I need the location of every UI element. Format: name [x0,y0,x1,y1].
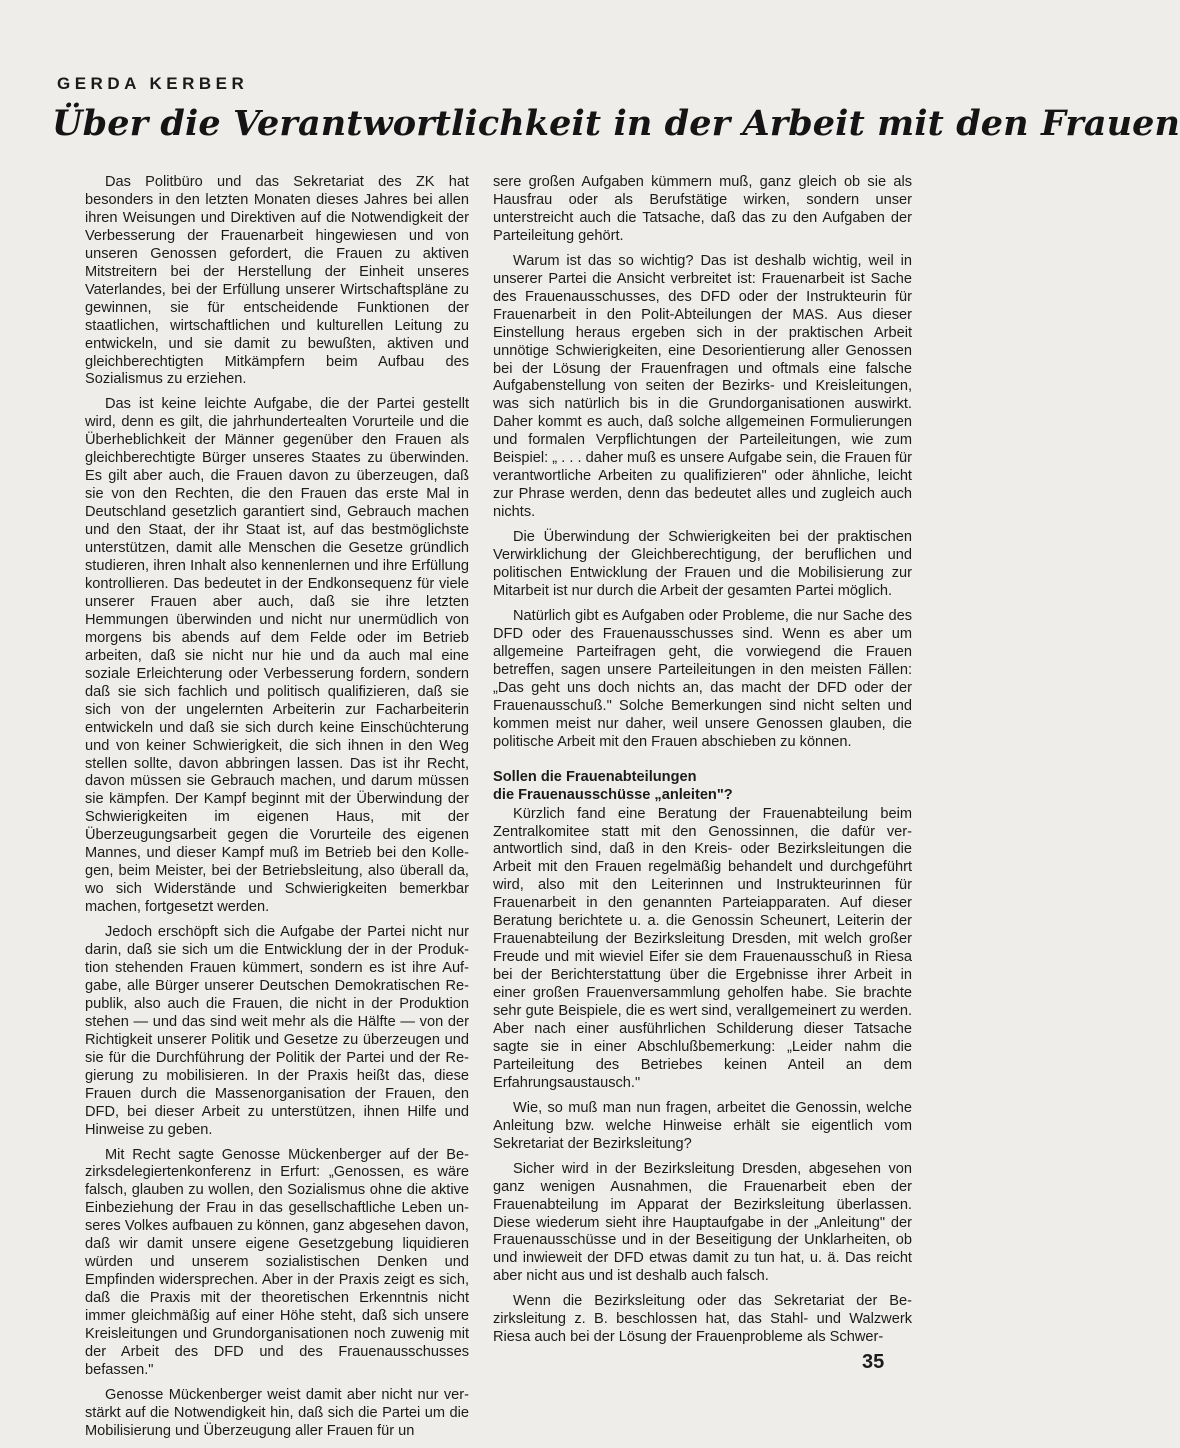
right-column [493,174,912,1354]
paragraph: Wenn die Bezirksleitung oder das Sekretariat der Bezirksleitung z. B. beschlossen hat, das Stahl- und Walzwerk Riesa auch bei der Lösung der Frauenprobleme als Schwer- [493,1293,912,1346]
paragraph: Wie, so muß man nun fragen, arbeitet die Genossin, welche Anleitung bzw. welche Hinweise erhält sie eigentlich vom Sekretariat der Bezirksleitung? [493,1099,912,1152]
article-title: Über die Verantwortlichkeit in der Arbeit mit den Frauen [52,103,1180,144]
paragraph: Natürlich gibt es Aufgaben oder Probleme, die nur Sache des DFD oder des Frauenausschusses sind. Wenn es aber um allgemeine Parteifragen geht, die vorwiegend die Frauen betreffen, sagen unsere Parteileitungen in den meisten Fällen: „Das geht uns doch nichts an, das macht der DFD oder der Frauenausschuß." Solche Bemerkungen sind nicht selten und kommen meist nur daher, weil unsere Genossen glauben, die politische Arbeit mit den Frauen abschieben zu können. [493,607,912,750]
paragraph: Kürzlich fand eine Beratung der Frauenabteilung beim Zentralkomitee statt mit den Genossinnen, die dafür verantwortlich sind, daß in den Kreis- oder Bezirksleitungen die Arbeit mit den Frauen regelmäßig behandelt und durchgeführt wird, also mit den Leiterinnen und Instrukteurinnen für Frauenarbeit in den genannten Parteiapparaten. Auf dieser Beratung berichtete u. a. die Genossin Scheunert, Leiterin der Frauenabteilung der Bezirksleitung Dresden, mit welch großer Freude und mit wieviel Eifer sie dem Frauenausschuß in Riesa bei der Berichterstattung über die Ergebnisse ihrer Arbeit in einer großen Frauenversammlung geholfen habe. Sie brachte sehr gute Beispiele, die es wert sind, verallgemeinert zu werden. Aber nach einer ausführlichen Schilderung dieser Tatsache sagte sie in einer Abschlußbemerkung: „Leider nahm die Parteileitung des Betriebes keinen Anteil an dem Erfahrungsaustausch." [493,805,912,1091]
paragraph: Die Überwindung der Schwierigkeiten bei der praktischen Verwirklichung der Gleichberechtigung, der beruflichen und politischen Entwicklung der Frauen und die Mobilisierung zur Mitarbeit ist nur durch die Arbeit der gesamten Partei möglich. [493,529,912,599]
author-name: GERDA KERBER [57,74,249,93]
section-heading-line: die Frauenausschüsse „anleiten"? [493,786,733,803]
paragraph: Sicher wird in der Bezirksleitung Dresden, abgesehen von ganz wenigen Ausnahmen, die Frauenarbeit eben der Frauenabteilung im Apparat der Bezirksleitung überlassen. Diese wiederum sieht ihre Hauptaufgabe in der „Anleitung" der Frauenausschüsse und in der Beseitigung der Unklarheiten, ob und inwieweit der DFD etwas damit zu tun hat, u. ä. Das reicht aber nicht aus und ist deshalb auch falsch. [493,1160,912,1285]
paragraph: Das ist keine leichte Aufgabe, die der Partei gestellt wird, denn es gilt, die jahrhundertealten Vorurteile und die Überheblichkeit der Männer gegenüber den Frauen als gleichberechtigte Bürger unseres Staates zu überwinden. Es gilt aber auch, die Frauen davon zu überzeugen, daß sie von den Rechten, die den Frauen das erste Mal in Deutschland gesetzlich garantiert sind, Gebrauch machen und den Staat, der ihr Staat ist, auf das bestmöglichste unterstützen, damit alle Menschen die Gesetze gründlich studieren, ihren Inhalt also kennenlernen und ihre Erfüllung kontrollieren. Das bedeutet in der Endkonsequenz für viele unserer Frauen aber auch, daß sie ihre letzten Hemmungen überwinden und nicht nur unermüdlich von morgens bis abends auf dem Felde oder im Betrieb arbeiten, daß sie nicht nur hie und da auch mal eine soziale Erleichterung oder Verbesserung fordern, sondern daß sie sich fachlich und politisch qualifizieren, daß sie sich von der ungelernten Arbeiterin zur Facharbeiterin entwickeln und daß sie sich durch keine Einschüchterung und von keiner Schwierigkeit, die sich ihnen in den Weg stellen sollte, davon abbringen lassen. Das ist ihr Recht, davon müssen sie Gebrauch machen, und darum müssen sie kämpfen. Der Kampf beginnt mit der Überwindung der Schwierigkeiten im eigenen Haus, mit der Überzeugungsarbeit gegen die Vorurteile des eigenen Mannes, und dieser Kampf muß im Betrieb bei den Kollegen, beim Meister, bei der Betriebsleitung, also überall da, wo sich Widerstände und Schwierigkeiten bemerkbar machen, fortgesetzt werden. [85,396,469,916]
paragraph: Jedoch erschöpft sich die Aufgabe der Partei nicht nur darin, daß sie sich um die Entwicklung der in der Produktion stehenden Frauen kümmert, sondern es ist ihre Aufgabe, alle Bürger unserer Deutschen Demokratischen Republik, also auch die Frauen, die nicht in der Produktion stehen — und das sind weit mehr als die Hälfte — von der Richtigkeit unserer Politik und Gesetze zu überzeugen und sie für die Durchführung der Politik der Partei und der Regierung zu mobilisieren. In der Praxis heißt das, diese Frauen durch die Massenorganisation der Frauen, den DFD, bei dieser Arbeit zu unterstützen, ihnen Hilfe und Hinweise zu geben. [85,924,469,1138]
page-number: 35 [862,1351,885,1373]
paragraph: Warum ist das so wichtig? Das ist deshalb wichtig, weil in unserer Partei die Ansicht verbreitet ist: Frauenarbeit ist Sache des Frauenausschusses, des DFD oder der Instrukteurin für Frauenarbeit in den Polit-Abteilungen der MAS. Aus dieser Einstellung heraus ergeben sich in der praktischen Arbeit unnötige Schwierigkeiten, eine Desorientierung aller Genossen bei der Lösung der Frauenfragen und oftmals eine falsche Aufgabenstellung von seiten der Bezirks- und Kreisleitungen, was sich natürlich bis in die Grundorganisationen auswirkt. Daher kommt es auch, daß solche allgemeinen Formulierungen und formalen Verpflichtungen der Parteileitungen, wie zum Beispiel: „ . . . daher muß es unsere Aufgabe sein, die Frauen für verantwortliche Arbeiten zu qualifizieren" oder ähnliche, leicht zur Phrase werden, denn das bedeutet alles und zugleich auch nichts. [493,252,912,521]
section-heading-line: Sollen die Frauenabteilungen [493,768,697,785]
paragraph: sere großen Aufgaben kümmern muß, ganz gleich ob sie als Hausfrau oder als Berufstätige wirken, sondern unser unterstreicht auch die Tatsache, daß das zu den Aufgaben der Parteileitung gehört. [493,174,912,244]
paragraph: Mit Recht sagte Genosse Mückenberger auf der Bezirksdelegiertenkonferenz in Erfurt: „Genossen, es wäre falsch, glauben zu wollen, den Sozialismus ohne die aktive Einbeziehung der Frau in das gesellschaftliche Leben unseres Volkes aufbauen zu können, ganz abgesehen davon, daß wir damit unsere eigene Gesetzgebung liquidieren würden und unserem sozialistischen Denken und Empfinden widersprechen. Aber in der Praxis zeigt es sich, daß die Praxis mit der theoretischen Erkenntnis nicht immer gleichmäßig auf einer Höhe steht, daß sich unsere Kreisleitungen und Grundorganisationen noch zuwenig mit der Arbeit des DFD und des Frauenausschusses befassen." [85,1146,469,1378]
paragraph: Genosse Mückenberger weist damit aber nicht nur verstärkt auf die Notwendigkeit hin, daß sich die Partei um die Mobilisierung und Überzeugung aller Frauen für un [85,1386,469,1439]
paragraph: Das Politbüro und das Sekretariat des ZK hat besonders in den letzten Monaten dieses Jahres bei allen ihren Weisungen und Direktiven auf die Notwendigkeit der Verbesserung der Frauenarbeit hingewiesen und von unseren Genossen gefordert, die Frauen zu aktiven Mitstreitern bei der Herstellung der Einheit unseres Vaterlandes, bei der Erfüllung unserer Wirtschaftspläne zu gewinnen, sie für entscheidende Funktionen der staatlichen, wirtschaftlichen und kulturellen Leitung zu entwickeln, und sie damit zu bewußten, aktiven und gleichberechtigten Mitkämpfern beim Aufbau des Sozialismus zu erziehen. [85,174,469,388]
left-column [85,174,469,1448]
section-heading [493,768,912,804]
